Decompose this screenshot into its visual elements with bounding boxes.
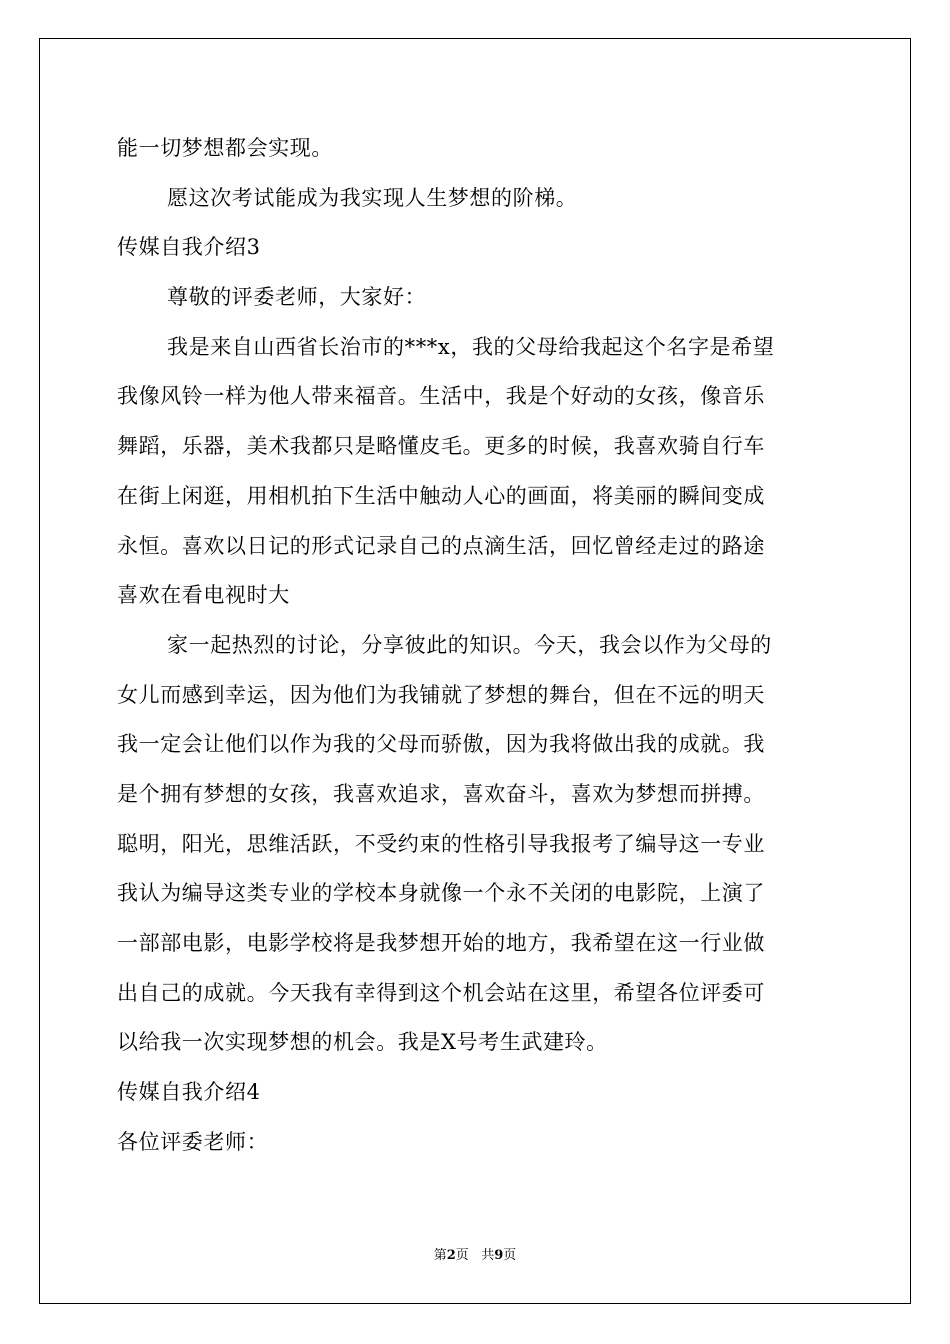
text-line: 在街上闲逛，用相机拍下生活中触动人心的画面，将美丽的瞬间变成	[117, 483, 765, 508]
text-line: 一部部电影，电影学校将是我梦想开始的地方，我希望在这一行业做	[117, 931, 765, 955]
page-footer	[0, 1246, 950, 1266]
footer-total-suffix: 页	[503, 1248, 517, 1263]
text-line: 我是来自山西省长治市的***x，我的父母给我起这个名字是希望	[167, 334, 775, 359]
footer-total-prefix: 共	[481, 1248, 495, 1263]
text-line: 各位评委老师：	[117, 1129, 269, 1154]
text-line: 我一定会让他们以作为我的父母而骄傲，因为我将做出我的成就。我	[117, 732, 765, 757]
text-line: 能一切梦想都会实现。	[117, 136, 333, 160]
text-line: 愿这次考试能成为我实现人生梦想的阶梯。	[167, 185, 578, 210]
text-line: 女儿而感到幸运，因为他们为我铺就了梦想的舞台，但在不远的明天	[117, 682, 765, 707]
text-line: 传媒自我介绍3	[117, 235, 261, 260]
text-line: 我认为编导这类专业的学校本身就像一个永不关闭的电影院，上演了	[117, 881, 765, 906]
text-line: 永恒。喜欢以日记的形式记录自己的点滴生活，回忆曾经走过的路途	[117, 533, 765, 558]
text-line: 以给我一次实现梦想的机会。我是X号考生武建玲。	[117, 1030, 608, 1055]
footer-current-page: 2	[446, 1248, 456, 1263]
document-body	[117, 130, 833, 1173]
text-line: 尊敬的评委老师，大家好：	[167, 285, 427, 310]
text-line: 我像风铃一样为他人带来福音。生活中，我是个好动的女孩，像音乐	[117, 384, 765, 409]
text-line: 家一起热烈的讨论，分享彼此的知识。今天，我会以作为父母的	[167, 632, 772, 657]
text-line: 聪明，阳光，思维活跃，不受约束的性格引导我报考了编导这一专业	[117, 831, 765, 856]
text-line: 出自己的成就。今天我有幸得到这个机会站在这里，希望各位评委可	[117, 980, 765, 1005]
footer-total-pages: 9	[494, 1248, 504, 1263]
footer-page-prefix: 第	[433, 1248, 447, 1263]
text-line: 是个拥有梦想的女孩，我喜欢追求，喜欢奋斗，喜欢为梦想而拼搏。	[117, 781, 765, 806]
text-line: 喜欢在看电视时大	[117, 583, 290, 608]
footer-page-suffix: 页	[455, 1248, 469, 1263]
text-line: 舞蹈，乐器，美术我都只是略懂皮毛。更多的时候，我喜欢骑自行车	[117, 434, 765, 459]
text-line: 传媒自我介绍4	[117, 1080, 261, 1105]
